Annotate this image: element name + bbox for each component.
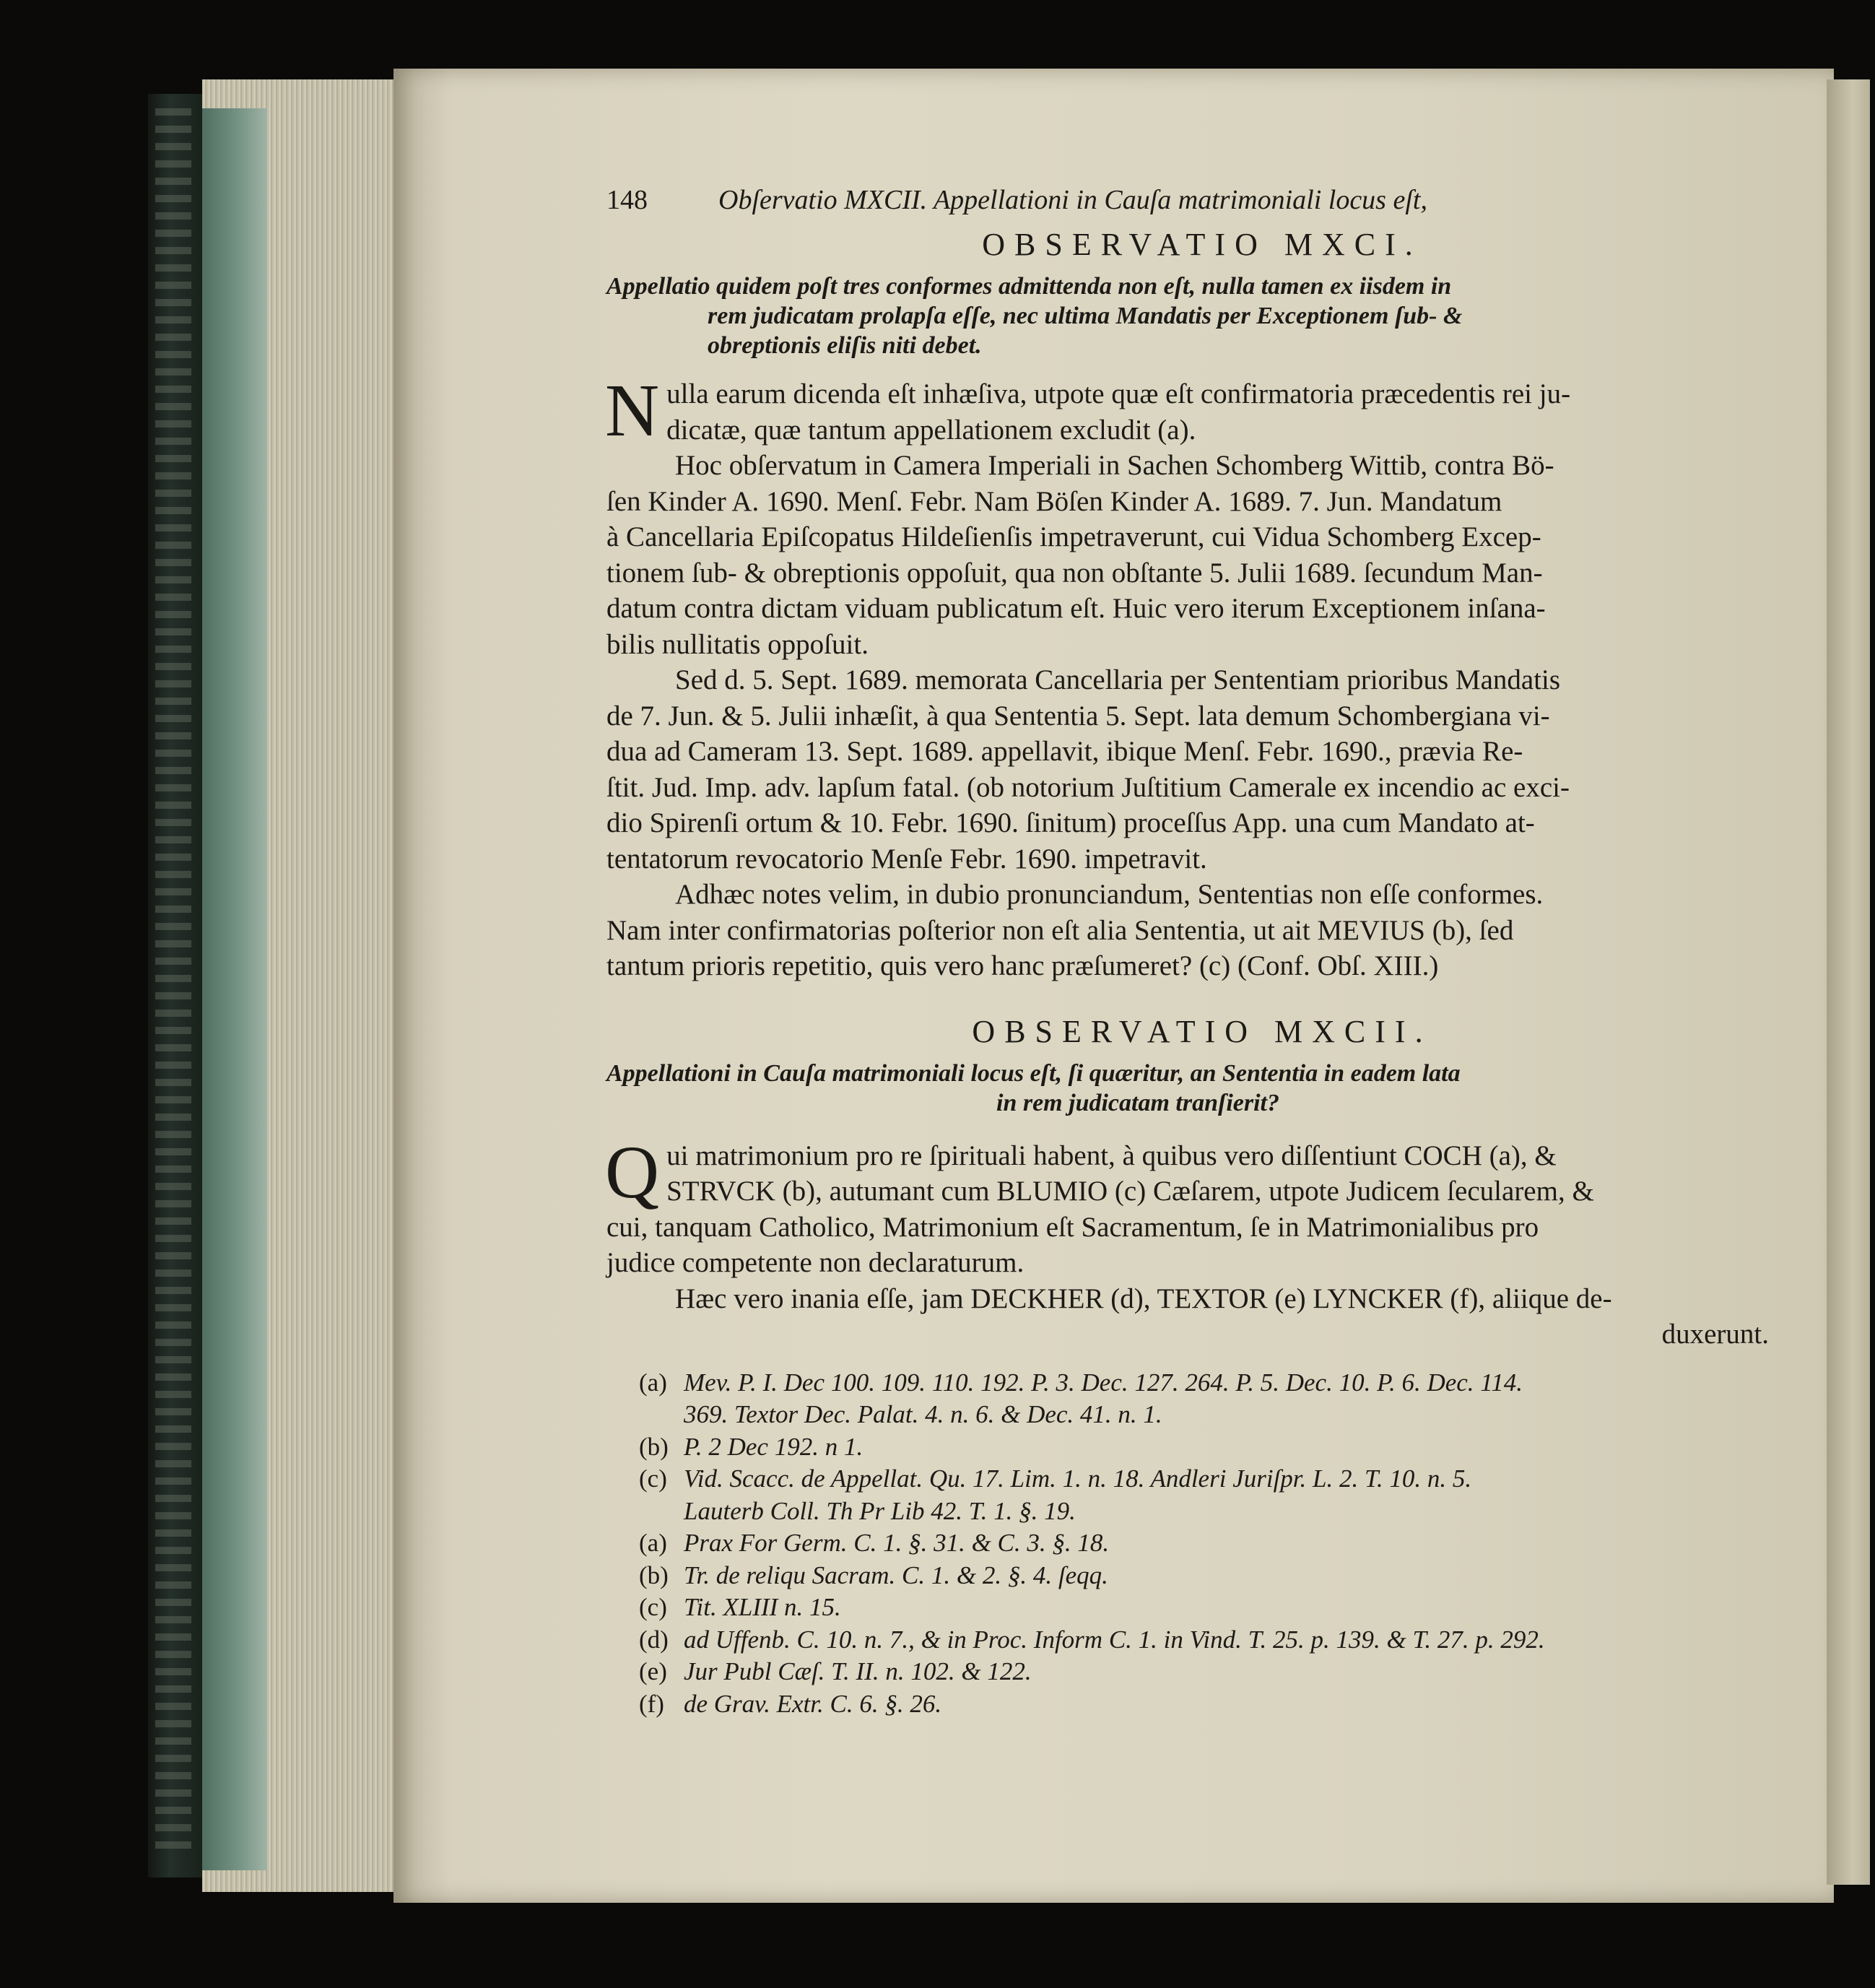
footnote-label: (b) — [639, 1561, 669, 1589]
text-line: cui, tanquam Catholico, Matrimonium eſt Sacramentum, ſe in Matrimonialibus pro — [606, 1211, 1539, 1243]
footnotes — [639, 1367, 1769, 1721]
paragraph — [606, 662, 1769, 877]
text-line: dio Spirenſi ortum & 10. Febr. 1690. ſinitum) proceſſus App. una cum Mandato at- — [606, 807, 1535, 838]
text-line: STRVCK (b), autumant cum BLUMIO (c) Cæſarem, utpote Judicem ſecularem, & — [666, 1176, 1594, 1207]
text-line: tentatorum revocatorio Menſe Febr. 1690. impetravit. — [606, 843, 1207, 874]
footnote-text: Tr. de reliqu Sacram. C. 1. & 2. §. 4. ſeqq. — [684, 1561, 1108, 1589]
text-line: dicatæ, quæ tantum appellationem excludit (a). — [666, 414, 1196, 446]
observation-title: OBSERVATIO MXCII. — [972, 1013, 1432, 1049]
footnote — [639, 1431, 1769, 1464]
drop-cap: Q — [605, 1130, 660, 1214]
footnote-label: (c) — [639, 1593, 667, 1621]
footnote — [639, 1624, 1769, 1657]
text-line: Sed d. 5. Sept. 1689. memorata Cancellaria per Sententiam prioribus Mandatis — [675, 664, 1561, 695]
text-line: ui matrimonium pro re ſpirituali habent, à quibus vero diſſentiunt COCH (a), & — [666, 1140, 1557, 1171]
page-content — [606, 184, 1769, 1720]
text-line: bilis nullitatis oppoſuit. — [606, 628, 869, 660]
text-line: duxerunt. — [1661, 1319, 1769, 1350]
footnote-label: (d) — [639, 1625, 669, 1654]
observation-title: OBSERVATIO MXCI. — [982, 227, 1422, 262]
text-line: Hæc vero inania eſſe, jam DECKHER (d), TEXTOR (e) LYNCKER (f), aliique de- — [675, 1282, 1612, 1314]
footnote — [639, 1688, 1769, 1721]
summary-line: rem judicatam prolapſa eſſe, nec ultima Mandatis per Exceptionem ſub- & — [708, 303, 1463, 329]
footnote — [639, 1463, 1769, 1527]
facing-page-edge — [1827, 79, 1870, 1885]
running-title: Obſervatio MXCII. Appellationi in Cauſa matrimoniali locus eſt, — [718, 185, 1427, 215]
running-header — [606, 184, 1769, 220]
footnote-label: (a) — [639, 1529, 667, 1557]
footnote-text: P. 2 Dec 192. n 1. — [684, 1432, 863, 1461]
observation-summary — [606, 272, 1769, 360]
footnote-text: Mev. P. I. Dec 100. 109. 110. 192. P. 3. Dec. 127. 264. P. 5. Dec. 10. P. 6. Dec. 114. — [684, 1368, 1523, 1397]
text-line: tionem ſub- & obreptionis oppoſuit, qua non obſtante 5. Julii 1689. ſecundum Man- — [606, 557, 1543, 589]
paragraph — [605, 369, 1769, 452]
footnote-label: (f) — [639, 1689, 664, 1718]
observation-body — [605, 369, 1769, 984]
footnote-label: (a) — [639, 1368, 667, 1397]
footnote-text: ad Uffenb. C. 10. n. 7., & in Proc. Inform C. 1. in Vind. T. 25. p. 139. & T. 27. p. 292. — [684, 1625, 1545, 1654]
summary-line: Appellatio quidem poſt tres conformes admittenda non eſt, nulla tamen ex iisdem in — [606, 273, 1452, 300]
text-line: ſen Kinder A. 1690. Menſ. Febr. Nam Böſen Kinder A. 1689. 7. Jun. Mandatum — [606, 485, 1502, 517]
drop-cap: N — [605, 369, 660, 452]
footnote-text: Prax For Germ. C. 1. §. 31. & C. 3. §. 18. — [684, 1529, 1110, 1557]
footnote — [639, 1560, 1769, 1592]
text-line: de 7. Jun. & 5. Julii inhæſit, à qua Sententia 5. Sept. lata demum Schombergiana vi- — [606, 700, 1550, 732]
footnote-text: de Grav. Extr. C. 6. §. 26. — [684, 1689, 942, 1718]
text-line: ſtit. Jud. Imp. adv. lapſum fatal. (ob notorium Juſtitium Camerale ex incendio ac exci- — [606, 771, 1570, 803]
text-line: à Cancellaria Epiſcopatus Hildeſienſis impetraverunt, cui Vidua Schomberg Excep- — [606, 521, 1541, 552]
paragraph — [605, 1130, 1769, 1281]
page-number: 148 — [606, 185, 648, 215]
footnote — [639, 1656, 1769, 1688]
footnote — [639, 1527, 1769, 1560]
text-line: ulla earum dicenda eſt inhæſiva, utpote quæ eſt confirmatoria præcedentis rei ju- — [666, 378, 1571, 409]
paragraph — [606, 448, 1769, 662]
footnote-text: Lauterb Coll. Th Pr Lib 42. T. 1. §. 19. — [684, 1496, 1076, 1525]
footnote-text: Jur Publ Cæſ. T. II. n. 102. & 122. — [684, 1657, 1032, 1685]
footnote-text: Tit. XLIII n. 15. — [684, 1593, 841, 1621]
spine-tooling — [155, 108, 191, 1856]
summary-line: obreptionis eliſis niti debet. — [708, 332, 982, 359]
text-line: tantum prioris repetitio, quis vero hanc præſumeret? (c) (Conf. Obſ. XIII.) — [606, 950, 1439, 981]
text-line: dua ad Cameram 13. Sept. 1689. appellavit, ibique Menſ. Febr. 1690., prævia Re- — [606, 736, 1523, 767]
colored-page-edge — [202, 108, 267, 1870]
footnote-text: Vid. Scacc. de Appellat. Qu. 17. Lim. 1. n. 18. Andleri Juriſpr. L. 2. T. 10. n. 5. — [684, 1464, 1472, 1493]
footnote — [639, 1592, 1769, 1624]
text-line: Hoc obſervatum in Camera Imperiali in Sachen Schomberg Wittib, contra Bö- — [675, 450, 1554, 481]
text-line: Adhæc notes velim, in dubio pronunciandum, Sententias non eſſe conformes. — [675, 879, 1544, 910]
footnote — [639, 1367, 1769, 1431]
footnote-label: (b) — [639, 1432, 669, 1461]
text-line: datum contra dictam viduam publicatum eſt. Huic vero iterum Exceptionem inſana- — [606, 593, 1546, 624]
footnote-label: (e) — [639, 1657, 667, 1685]
text-line: Nam inter confirmatorias poſterior non eſt alia Sententia, ut ait MEVIUS (b), ſed — [606, 914, 1514, 946]
summary-line: in rem judicatam tranſierit? — [996, 1089, 1279, 1116]
footnote-text: 369. Textor Dec. Palat. 4. n. 6. & Dec. 41. n. 1. — [684, 1400, 1162, 1428]
paragraph — [606, 1281, 1769, 1353]
summary-line: Appellationi in Cauſa matrimoniali locus eſt, ſi quæritur, an Sententia in eadem lata — [606, 1059, 1461, 1087]
footnote-label: (c) — [639, 1464, 667, 1493]
paragraph — [606, 877, 1769, 984]
text-line: judice competente non declaraturum. — [606, 1247, 1024, 1278]
observation-summary — [606, 1059, 1769, 1118]
observation-body — [605, 1130, 1769, 1353]
